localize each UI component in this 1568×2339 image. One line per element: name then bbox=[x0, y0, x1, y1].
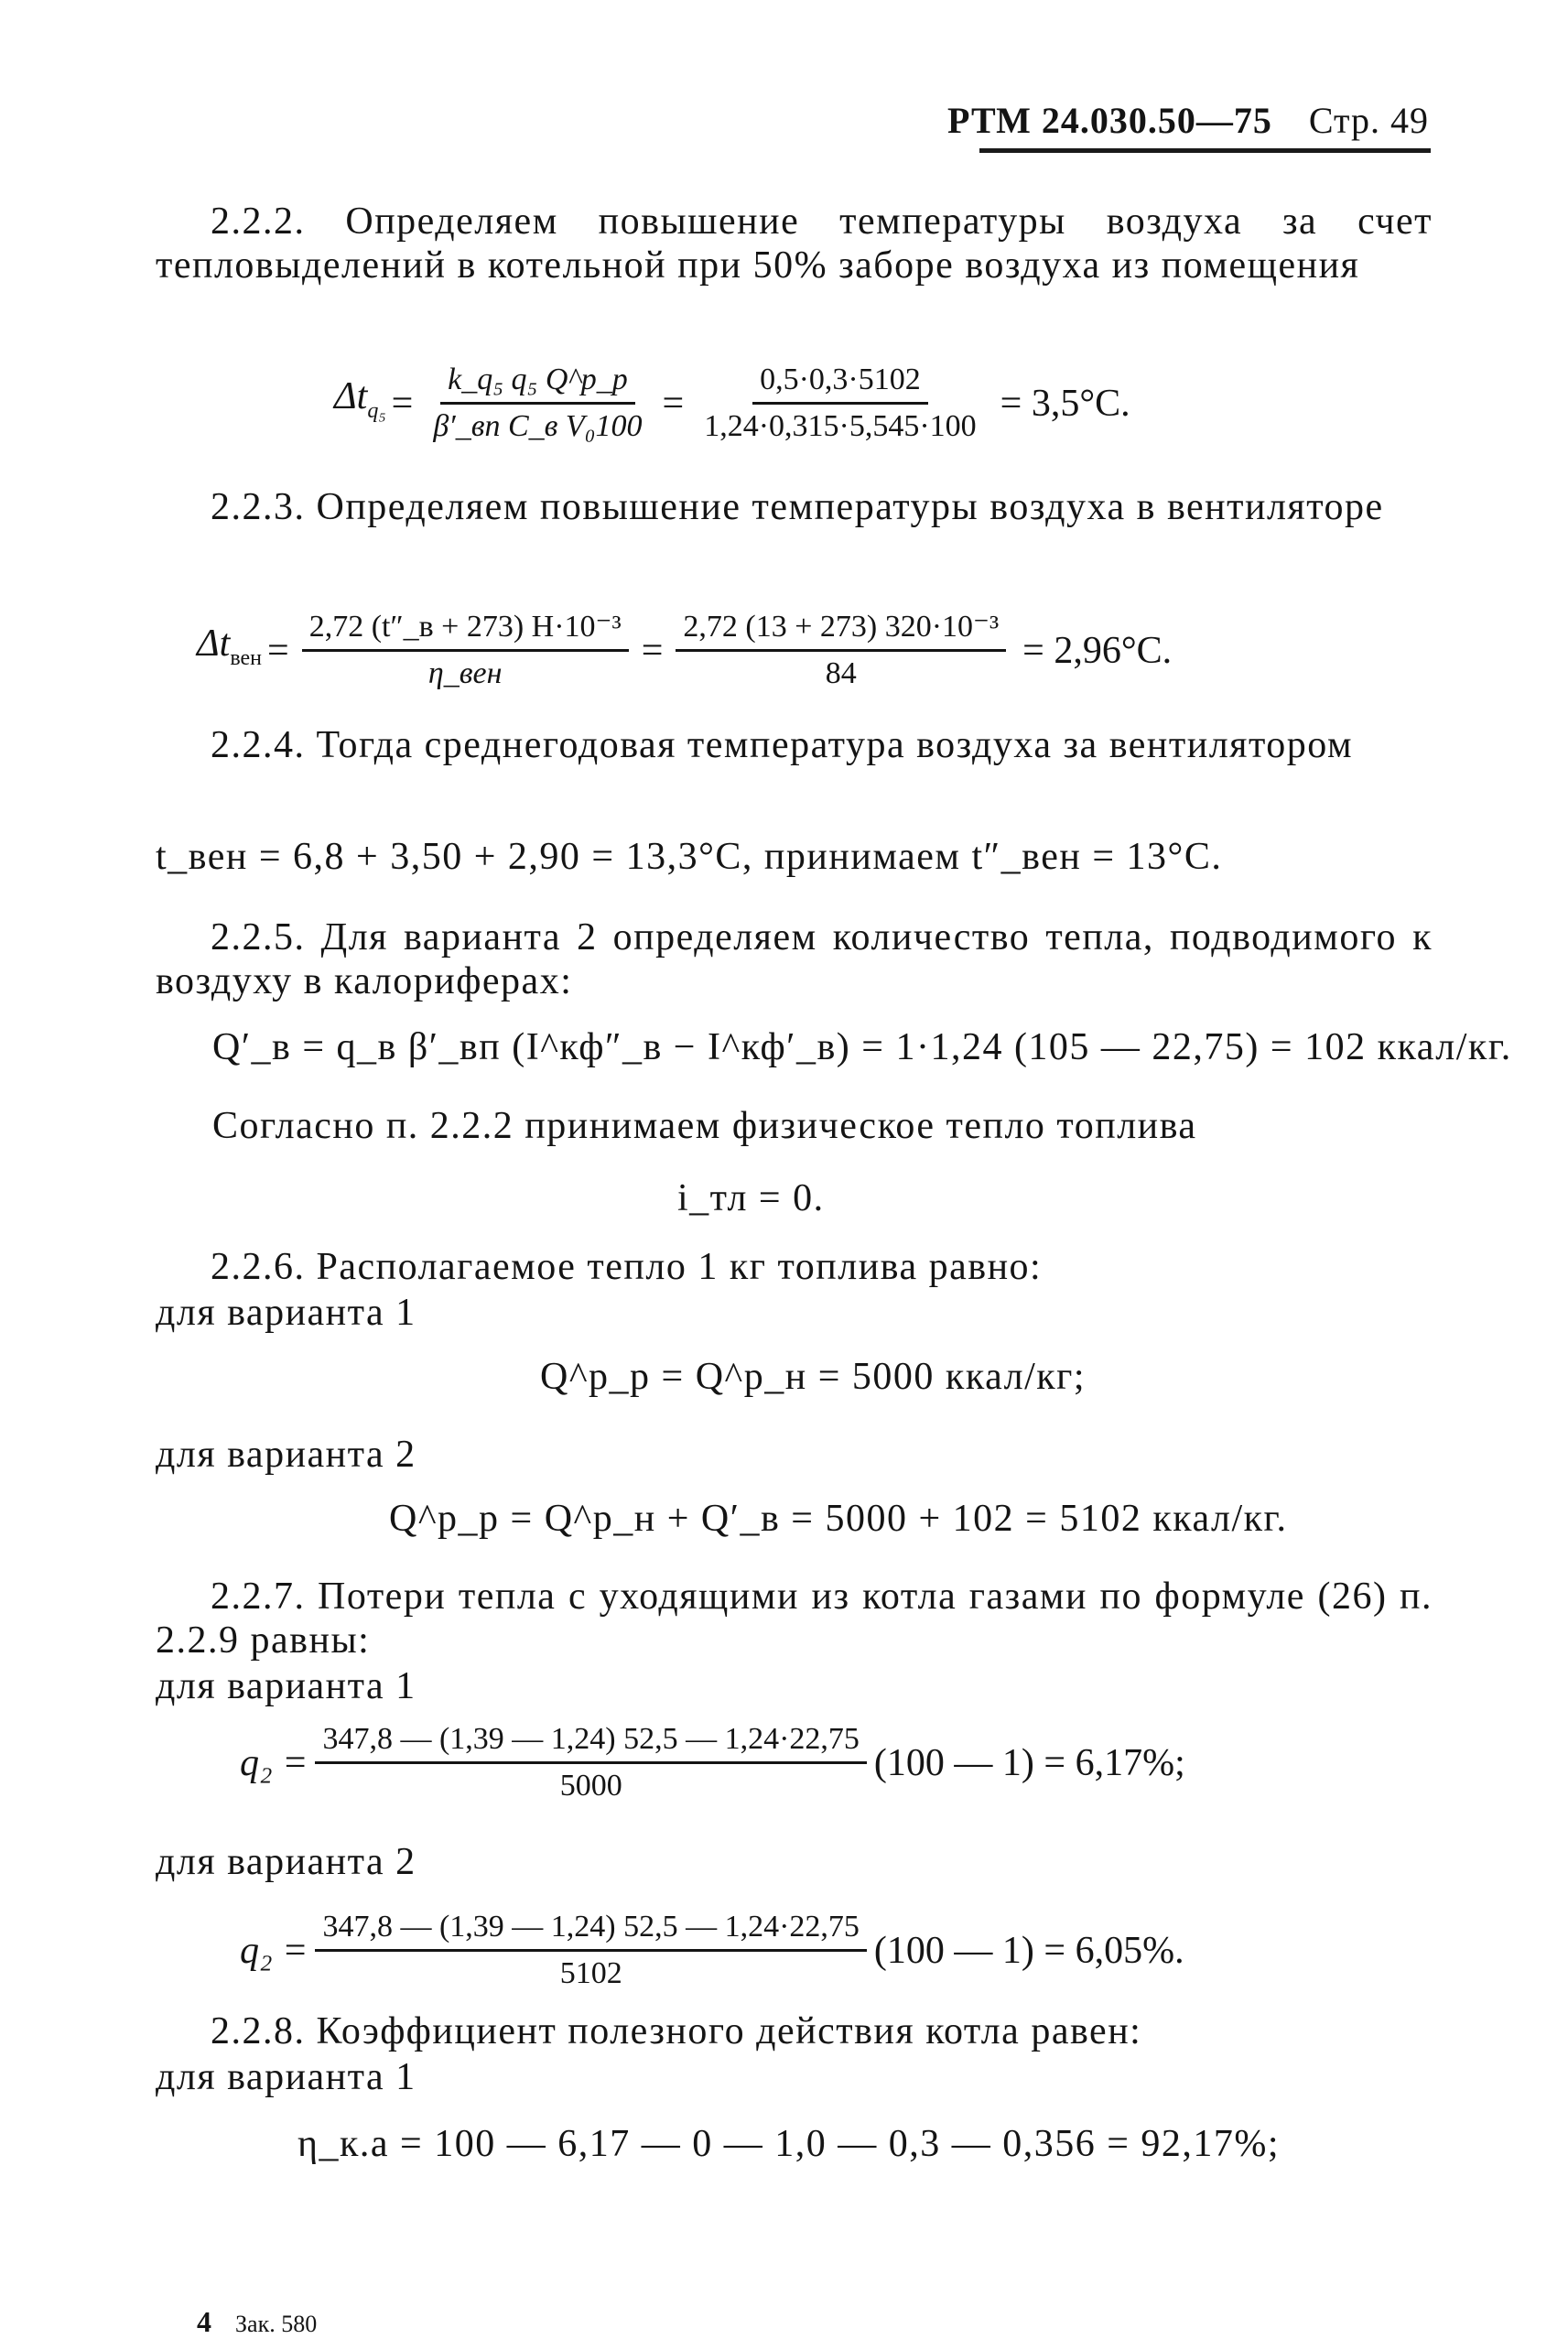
paragraph-2-2-5: 2.2.5. Для варианта 2 определяем количество тепла, подводимого к воздуху в калориферах: bbox=[156, 916, 1433, 1002]
doc-code: РТМ 24.030.50—75 bbox=[947, 100, 1272, 141]
variant-1-label: для варианта 1 bbox=[156, 2056, 416, 2098]
variant-1-label: для варианта 1 bbox=[156, 1292, 416, 1334]
page-footer bbox=[197, 2305, 317, 2339]
formula-delta-t-q5: $\Delta t_{q_5}$ = $\frac{\text{k\_q₅ q₅ Q\textasciicircum{}р\_р}}{\text{β′\_вп C\_в V₀100}}$ = $\frac{0,5\cdot 0,3\cdot 5102}{1,24\cdot 0,315\cdot 5,545\cdot 100}$ = 3,5°C. bbox=[334, 363, 1130, 443]
formula-q2-v1: q₂ = $\frac{347,8 — (1,39 — 1,24) 52,5 — 1,24\cdot 22,75}{5000}$ (100 — 1) = 6,17%; bbox=[240, 1722, 1185, 1803]
note-fuel-heat: Согласно п. 2.2.2 принимаем физическое тепло топлива bbox=[212, 1105, 1197, 1147]
variant-1-label: для варианта 1 bbox=[156, 1665, 416, 1707]
paragraph-2-2-2: 2.2.2. Определяем повышение температуры воздуха за счет тепловыделений в котельной при 50% заборе воздуха из помещения bbox=[156, 200, 1433, 287]
formula-i-tl: i_тл = 0. bbox=[677, 1177, 825, 1219]
header-rule bbox=[979, 148, 1431, 153]
variant-2-label: для варианта 2 bbox=[156, 1841, 416, 1883]
running-header bbox=[947, 99, 1429, 142]
formula-q2-v2: q₂ = $\frac{347,8 — (1,39 — 1,24) 52,5 — 1,24\cdot 22,75}{5102}$ (100 — 1) = 6,05%. bbox=[240, 1910, 1184, 1990]
paragraph-2-2-4: 2.2.4. Тогда среднегодовая температура воздуха за вентилятором bbox=[211, 724, 1354, 766]
formula-q-prime-v: Q′_в = q_в β′_вп (I^кф″_в − I^кф′_в) = 1·1,24 (105 — 22,75) = 102 ккал/кг. bbox=[212, 1026, 1512, 1068]
variant-2-label: для варианта 2 bbox=[156, 1434, 416, 1476]
formula-t-ven: t_вен = 6,8 + 3,50 + 2,90 = 13,3°C, принимаем t″_вен = 13°C. bbox=[156, 836, 1223, 878]
paragraph-2-2-8: 2.2.8. Коэффициент полезного действия котла равен: bbox=[211, 2010, 1142, 2052]
formula-delta-t-ven: $\Delta t_{вен}$ = $\frac{\text{2,72 (t″\_в + 273) H·10⁻³}}{\text{η\_вен}}$ = $\frac{\text{2,72 (13 + 273) 320·10⁻³}}{84}$ = 2,96°C. bbox=[197, 610, 1173, 690]
order-number: Зак. 580 bbox=[235, 2311, 318, 2337]
paragraph-2-2-3: 2.2.3. Определяем повышение температуры воздуха в вентиляторе bbox=[211, 486, 1384, 528]
paragraph-2-2-6: 2.2.6. Располагаемое тепло 1 кг топлива равно: bbox=[211, 1246, 1043, 1288]
sheet-number: 4 bbox=[197, 2305, 211, 2338]
paragraph-2-2-7: 2.2.7. Потери тепла с уходящими из котла газами по формуле (26) п. 2.2.9 равны: bbox=[156, 1576, 1433, 1662]
formula-qp-v1: Q^р_р = Q^р_н = 5000 ккал/кг; bbox=[540, 1356, 1087, 1398]
formula-qp-v2: Q^р_р = Q^р_н + Q′_в = 5000 + 102 = 5102 ккал/кг. bbox=[389, 1498, 1288, 1540]
formula-eta-ka: η_к.а = 100 — 6,17 — 0 — 1,0 — 0,3 — 0,356 = 92,17%; bbox=[297, 2123, 1281, 2165]
page-number: Стр. 49 bbox=[1308, 100, 1429, 141]
